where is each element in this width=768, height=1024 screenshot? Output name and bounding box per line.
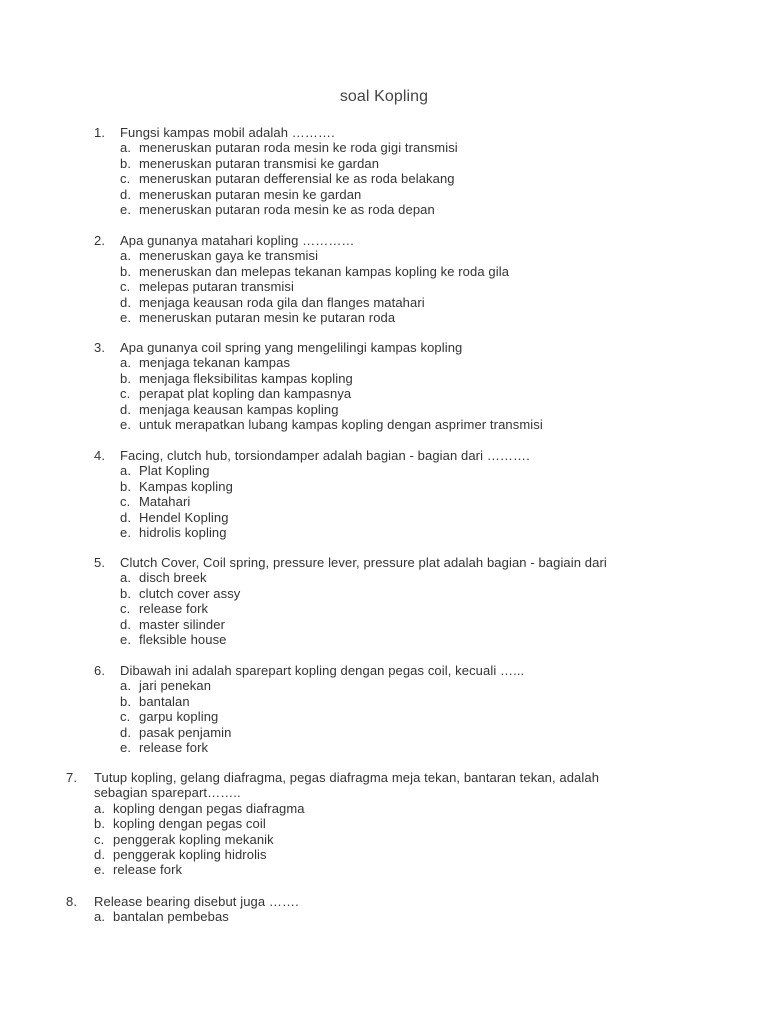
option-letter: a. bbox=[120, 355, 132, 371]
question-stem bbox=[66, 894, 666, 909]
question-2 bbox=[94, 233, 654, 325]
option-d bbox=[120, 295, 654, 310]
option-c bbox=[120, 279, 654, 294]
option-b bbox=[120, 479, 654, 494]
option-text: meneruskan putaran mesin ke putaran roda bbox=[139, 310, 396, 326]
option-letter: e. bbox=[120, 740, 132, 756]
option-text: menjaga keausan kampas kopling bbox=[139, 401, 339, 417]
option-b bbox=[120, 156, 654, 171]
option-letter: b. bbox=[94, 816, 106, 832]
option-letter: c. bbox=[120, 171, 131, 187]
question-number: 3. bbox=[94, 340, 106, 355]
option-e bbox=[120, 202, 654, 217]
question-stem bbox=[94, 125, 654, 140]
question-number: 4. bbox=[94, 448, 106, 463]
question-stem bbox=[66, 770, 656, 801]
option-letter: e. bbox=[120, 632, 132, 648]
option-text: Plat Kopling bbox=[139, 463, 210, 479]
option-d bbox=[120, 187, 654, 202]
option-text: bantalan bbox=[139, 693, 190, 709]
question-stem bbox=[94, 555, 674, 570]
option-text: Hendel Kopling bbox=[139, 509, 229, 525]
option-letter: b. bbox=[120, 693, 132, 709]
option-text: penggerak kopling mekanik bbox=[113, 831, 274, 847]
question-stem bbox=[94, 448, 654, 463]
option-text: garpu kopling bbox=[139, 709, 219, 725]
option-text: meneruskan putaran mesin ke gardan bbox=[139, 186, 362, 202]
option-letter: e. bbox=[94, 862, 106, 878]
question-3 bbox=[94, 340, 654, 432]
option-c bbox=[120, 601, 674, 616]
option-b bbox=[120, 264, 654, 279]
option-text: kopling dengan pegas diafragma bbox=[113, 800, 305, 816]
page-title: soal Kopling bbox=[339, 88, 429, 105]
option-letter: c. bbox=[120, 494, 131, 510]
option-a bbox=[120, 463, 654, 478]
option-text: menjaga keausan roda gila dan flanges matahari bbox=[139, 294, 425, 310]
option-c bbox=[120, 171, 654, 186]
option-c bbox=[120, 494, 654, 509]
option-e bbox=[120, 740, 654, 755]
question-1 bbox=[94, 125, 654, 217]
question-5 bbox=[94, 555, 674, 647]
question-number: 5. bbox=[94, 555, 106, 570]
option-letter: c. bbox=[120, 601, 131, 617]
option-e bbox=[120, 417, 654, 432]
option-c bbox=[120, 386, 654, 401]
option-letter: c. bbox=[120, 386, 131, 402]
option-text: bantalan pembebas bbox=[113, 909, 229, 925]
option-text: meneruskan gaya ke transmisi bbox=[139, 248, 319, 264]
option-d bbox=[120, 617, 674, 632]
question-8 bbox=[66, 894, 666, 925]
option-d bbox=[94, 847, 656, 862]
question-text: Release bearing disebut juga ……. bbox=[94, 894, 299, 909]
option-text: disch breek bbox=[139, 570, 207, 586]
option-a bbox=[120, 248, 654, 263]
option-text: menjaga fleksibilitas kampas kopling bbox=[139, 370, 353, 386]
option-letter: d. bbox=[120, 509, 132, 525]
option-d bbox=[120, 510, 654, 525]
option-text: pasak penjamin bbox=[139, 724, 232, 740]
question-stem bbox=[94, 663, 654, 678]
option-letter: a. bbox=[94, 800, 106, 816]
option-b bbox=[120, 694, 654, 709]
option-e bbox=[120, 310, 654, 325]
option-b bbox=[120, 371, 654, 386]
option-b bbox=[120, 586, 674, 601]
option-text: Kampas kopling bbox=[139, 478, 233, 494]
option-letter: b. bbox=[120, 585, 132, 601]
option-d bbox=[120, 725, 654, 740]
option-letter: b. bbox=[120, 263, 132, 279]
option-text: meneruskan dan melepas tekanan kampas kopling ke roda gila bbox=[139, 263, 510, 279]
option-letter: a. bbox=[120, 140, 132, 156]
question-stem bbox=[94, 233, 654, 248]
option-text: release fork bbox=[113, 862, 183, 878]
question-text: Apa gunanya coil spring yang mengelilingi kampas kopling bbox=[120, 340, 463, 355]
option-letter: b. bbox=[120, 155, 132, 171]
option-letter: e. bbox=[120, 310, 132, 326]
option-b bbox=[94, 816, 656, 831]
question-number: 8. bbox=[66, 894, 78, 909]
question-number: 6. bbox=[94, 663, 106, 678]
question-stem bbox=[94, 340, 654, 355]
option-letter: c. bbox=[94, 831, 105, 847]
option-d bbox=[120, 402, 654, 417]
option-text: penggerak kopling hidrolis bbox=[113, 847, 267, 863]
option-text: master silinder bbox=[139, 616, 226, 632]
option-letter: c. bbox=[120, 709, 131, 725]
question-number: 1. bbox=[94, 125, 106, 140]
option-letter: d. bbox=[120, 186, 132, 202]
question-text: Dibawah ini adalah sparepart kopling dengan pegas coil, kecuali …... bbox=[120, 663, 525, 678]
option-letter: e. bbox=[120, 525, 132, 541]
option-text: Matahari bbox=[139, 494, 191, 510]
option-text: fleksible house bbox=[139, 632, 227, 648]
option-letter: d. bbox=[120, 401, 132, 417]
option-a bbox=[120, 570, 674, 585]
option-letter: a. bbox=[120, 248, 132, 264]
option-letter: a. bbox=[120, 678, 132, 694]
option-a bbox=[120, 140, 654, 155]
option-c bbox=[94, 832, 656, 847]
option-text: meneruskan putaran roda mesin ke as roda depan bbox=[139, 202, 435, 218]
option-letter: a. bbox=[94, 909, 106, 925]
option-a bbox=[120, 678, 654, 693]
option-letter: e. bbox=[120, 417, 132, 433]
option-text: untuk merapatkan lubang kampas kopling dengan asprimer transmisi bbox=[139, 417, 543, 433]
question-number: 7. bbox=[66, 770, 78, 785]
option-letter: d. bbox=[94, 847, 106, 863]
option-text: melepas putaran transmisi bbox=[139, 279, 294, 295]
option-text: meneruskan putaran defferensial ke as roda belakang bbox=[139, 171, 455, 187]
option-c bbox=[120, 709, 654, 724]
option-text: clutch cover assy bbox=[139, 585, 241, 601]
question-text: Apa gunanya matahari kopling ………… bbox=[120, 233, 355, 248]
question-text: Clutch Cover, Coil spring, pressure lever, pressure plat adalah bagian - bagiain dari bbox=[120, 555, 607, 570]
question-6 bbox=[94, 663, 654, 755]
question-7 bbox=[66, 770, 656, 878]
option-letter: b. bbox=[120, 478, 132, 494]
option-letter: e. bbox=[120, 202, 132, 218]
option-text: release fork bbox=[139, 740, 209, 756]
option-text: jari penekan bbox=[139, 678, 212, 694]
question-text: Facing, clutch hub, torsiondamper adalah bagian - bagian dari ………. bbox=[120, 448, 530, 463]
question-4 bbox=[94, 448, 654, 540]
option-text: release fork bbox=[139, 601, 209, 617]
option-letter: a. bbox=[120, 463, 132, 479]
option-a bbox=[94, 909, 666, 924]
option-text: meneruskan putaran roda mesin ke roda gigi transmisi bbox=[139, 140, 458, 156]
question-text: Fungsi kampas mobil adalah ………. bbox=[120, 125, 335, 140]
option-e bbox=[120, 632, 674, 647]
option-text: hidrolis kopling bbox=[139, 525, 227, 541]
option-letter: d. bbox=[120, 294, 132, 310]
option-text: kopling dengan pegas coil bbox=[113, 816, 266, 832]
option-e bbox=[94, 862, 656, 877]
option-a bbox=[120, 355, 654, 370]
option-letter: d. bbox=[120, 616, 132, 632]
option-text: meneruskan putaran transmisi ke gardan bbox=[139, 155, 380, 171]
option-e bbox=[120, 525, 654, 540]
question-text: Tutup kopling, gelang diafragma, pegas diafragma meja tekan, bantaran tekan, adalah sebagian sparepart…….. bbox=[94, 770, 600, 801]
option-letter: d. bbox=[120, 724, 132, 740]
option-letter: b. bbox=[120, 370, 132, 386]
question-number: 2. bbox=[94, 233, 106, 248]
option-letter: a. bbox=[120, 570, 132, 586]
option-text: menjaga tekanan kampas bbox=[139, 355, 291, 371]
option-letter: c. bbox=[120, 279, 131, 295]
option-text: perapat plat kopling dan kampasnya bbox=[139, 386, 352, 402]
option-a bbox=[94, 801, 656, 816]
